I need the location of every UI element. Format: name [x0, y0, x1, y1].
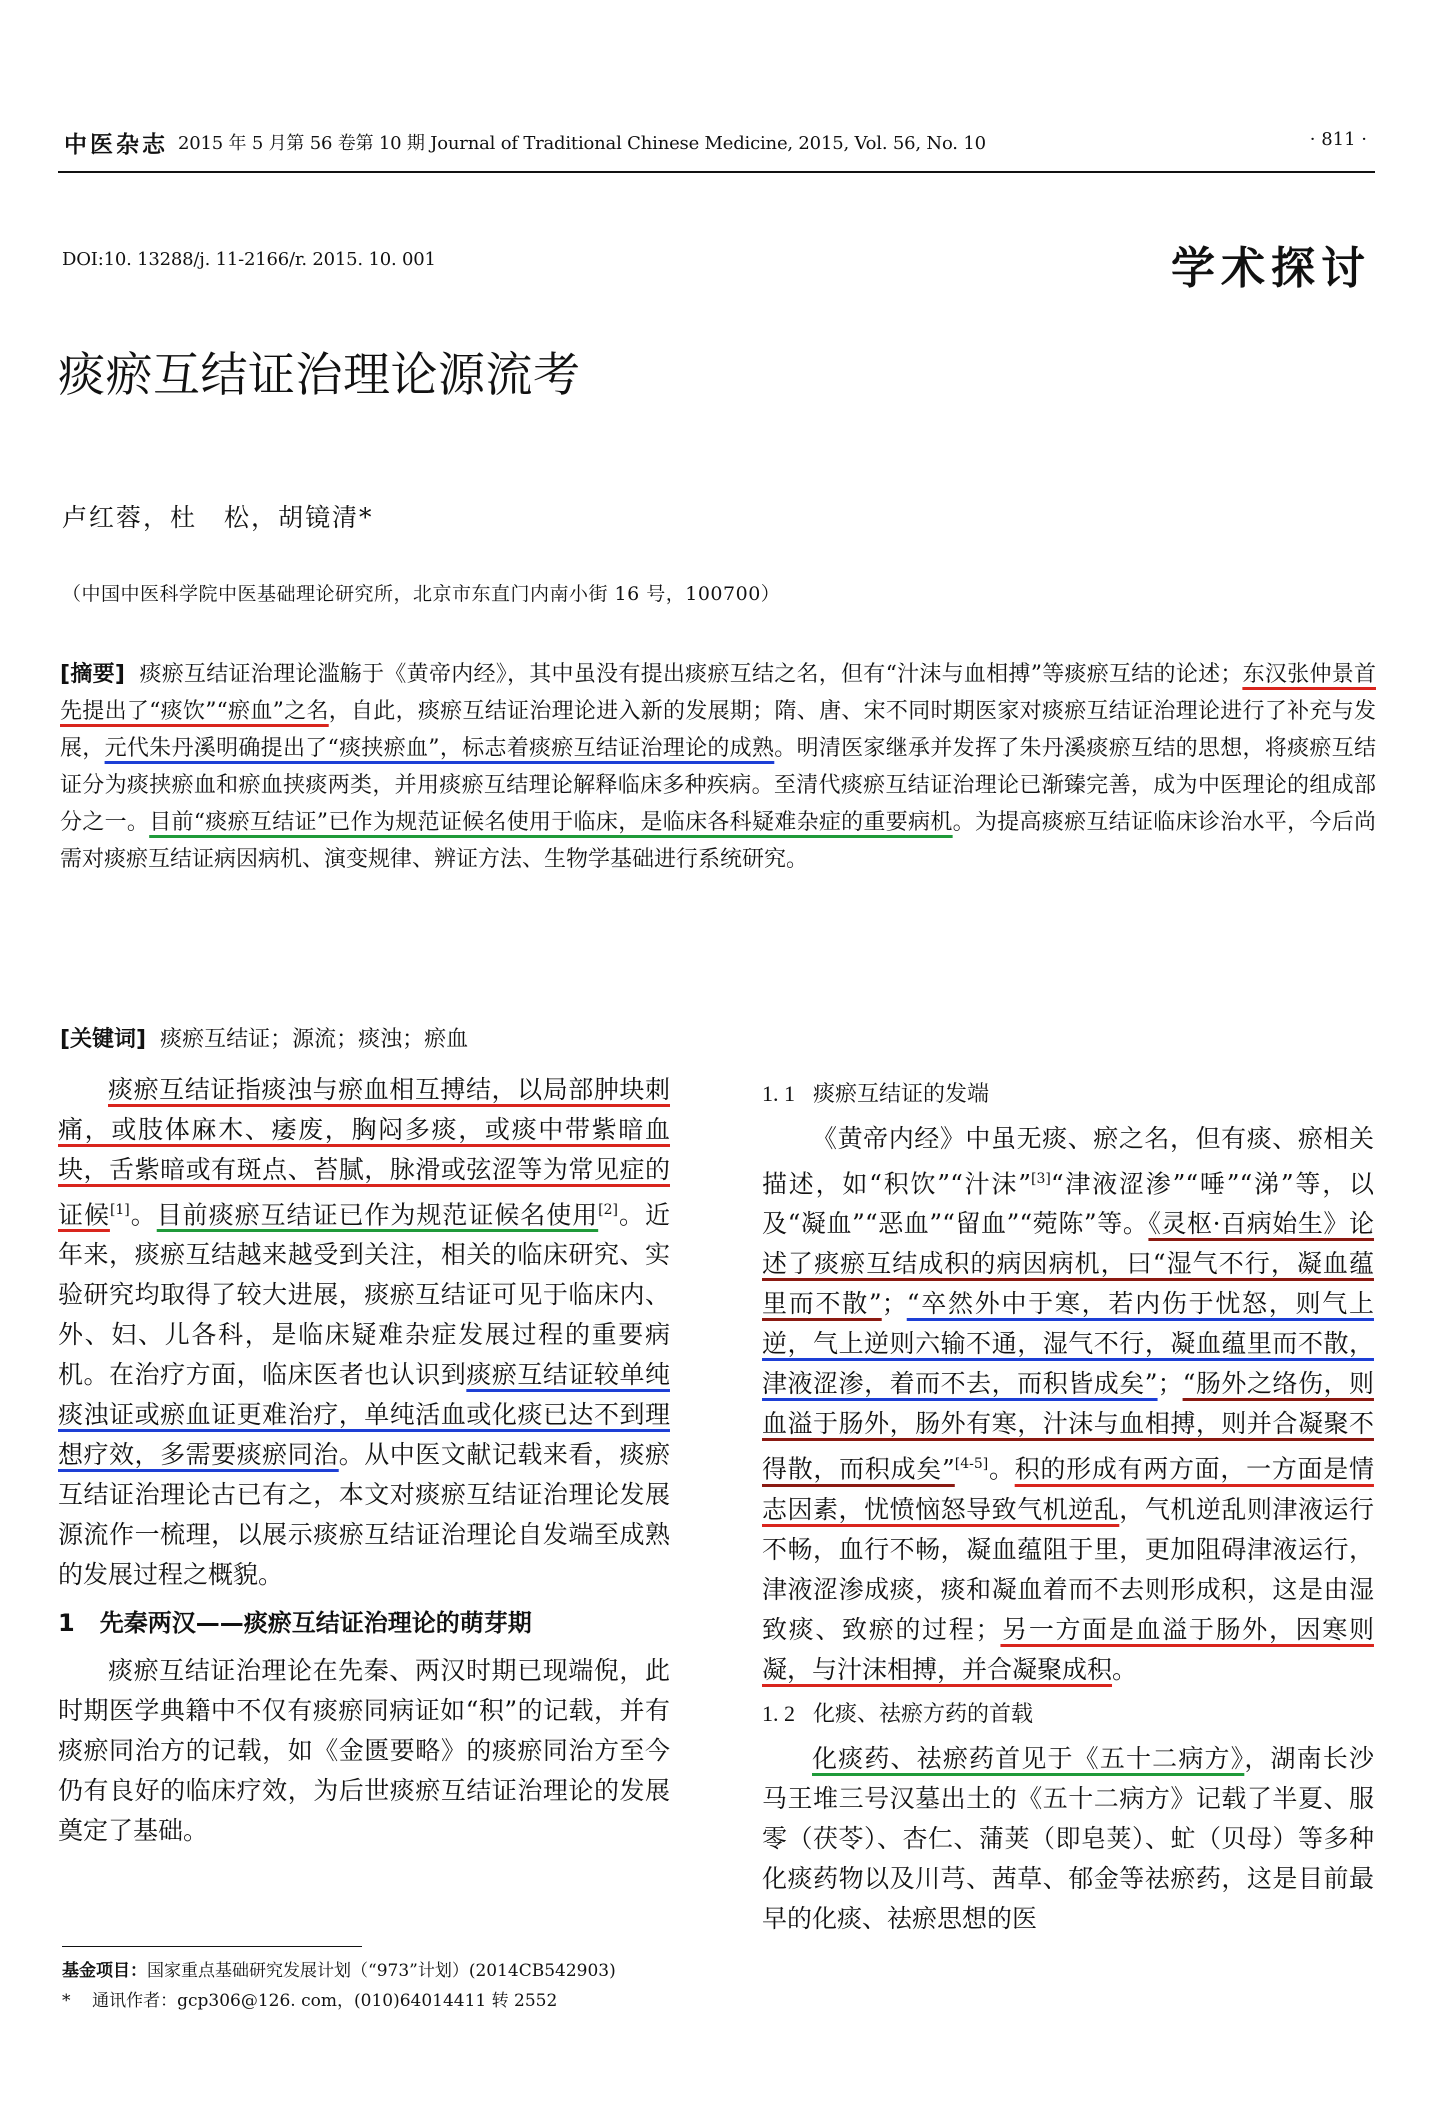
abstract-highlight-blue: 元代朱丹溪明确提出了“痰挟瘀血”，标志着痰瘀互结证治理论的成熟: [104, 736, 775, 761]
text: ；: [881, 1289, 907, 1319]
citation: [2]: [598, 1202, 619, 1218]
abstract: [60, 656, 1376, 878]
text: 。: [988, 1454, 1015, 1484]
text: ，气机逆乱则津液运行不畅，血行不畅，凝血蕴阻于里，更加阻碍津液运行，津液涩渗成痰，痰和凝血着而不去则形成积，这是由湿致痰、致瘀的过程；: [762, 1494, 1374, 1644]
subsection-title: 痰瘀互结证的发端: [813, 1082, 990, 1107]
issue-info: 2015 年 5 月第 56 卷第 10 期 Journal of Traditional Chinese Medicine, 2015, Vol. 56, No. 10: [178, 133, 986, 154]
abstract-text: 。明清医家继承并发挥了朱丹溪痰瘀互结的思想，将痰瘀互结证分为痰挟瘀血和瘀血挟痰两类，并用痰瘀互结理论解释临床多种疾病。至清代痰瘀互结证治理论已渐臻完善，成为中医理论的组成部分之一。: [60, 736, 1376, 835]
abstract-text: ，自此，痰瘀互结证治理论进入新的发展期；隋、唐、宋不同时期医家对痰瘀互结证治理论进行了补充与发展，: [60, 699, 1376, 761]
paragraph: [762, 1739, 1374, 1939]
footnote-correspondence: [62, 1986, 557, 2011]
keywords-text: 痰瘀互结证；源流；痰浊；瘀血: [160, 1027, 469, 1052]
footnote-rule: [62, 1946, 362, 1947]
citation: [4-5]: [954, 1456, 989, 1473]
text: 。: [1112, 1654, 1138, 1684]
text: ；: [1157, 1369, 1183, 1399]
keywords: [60, 1022, 468, 1053]
asterisk: *: [62, 1991, 71, 2011]
highlight-darkred: 《灵枢·百病始生》论述了痰瘀互结成积的病因病机，曰“湿气不行，凝血蕴里而不散”: [762, 1209, 1375, 1319]
abstract-highlight-green: 目前“痰瘀互结证”已作为规范证候名使用于临床，是临床各科疑难杂症的重要病机: [149, 810, 953, 835]
text: 。近年来，痰瘀互结越来越受到关注，相关的临床研究、实验研究均取得了较大进展，痰瘀互结证可见于临床内、外、妇、儿各科，是临床疑难杂症发展过程的重要病机。在治疗方面，临床医者也认识到: [58, 1200, 670, 1390]
highlight-red: 积的形成有两方面，一方面是情志因素，忧愤恼怒导致气机逆乱: [762, 1454, 1374, 1524]
section-heading: [58, 1601, 670, 1645]
funding-label: 基金项目：: [62, 1961, 147, 1981]
header-rule: [58, 171, 1375, 173]
section-number: 1: [58, 1609, 75, 1638]
abstract-text: 。为提高痰瘀互结证临床诊治水平，今后尚需对痰瘀互结证病因病机、演变规律、辨证方法、生物学基础进行系统研究。: [60, 810, 1376, 872]
funding-text: 国家重点基础研究发展计划（“973”计划）(2014CB542903): [147, 1961, 616, 1981]
subsection-title: 化痰、祛瘀方药的首载: [813, 1701, 1034, 1727]
highlight-green: 目前痰瘀互结证已作为规范证候名使用: [156, 1200, 599, 1230]
text: ，湖南长沙马王堆三号汉墓出土的《五十二病方》记载了半夏、服零（茯苓）、杏仁、蒲荚（即皂荚）、虻（贝母）等多种化痰药物以及川芎、茜草、郁金等祛瘀药，这是目前最早的化痰、祛瘀思想的医: [762, 1743, 1374, 1933]
subsection-number: 1. 1: [762, 1081, 795, 1106]
journal-name: 中医杂志: [64, 132, 168, 158]
citation: [1]: [109, 1202, 130, 1218]
highlight-darkred: “肠外之络伤，则血溢于肠外，肠外有寒，汁沫与血相搏，则并合凝聚不得散，而积成矣”: [762, 1369, 1374, 1484]
affiliation: （中国中医科学院中医基础理论研究所，北京市东直门内南小街 16 号，100700）: [62, 583, 781, 605]
authors: 卢红蓉，杜 松，胡镜清*: [62, 503, 374, 532]
highlight-red: 另一方面是血溢于肠外，因寒则凝，与汁沫相搏，并合凝聚成积: [762, 1614, 1374, 1684]
section-title: 先秦两汉——痰瘀互结证治理论的萌芽期: [99, 1609, 532, 1638]
text: 。从中医文献记载来看，痰瘀互结证治理论古已有之，本文对痰瘀互结证治理论发展源流作一梳理，以展示痰瘀互结证治理论自发端至成熟的发展过程之概貌。: [58, 1440, 670, 1590]
highlight-blue: “卒然外中于寒，若内伤于忧怒，则气上逆，气上逆则六输不通，湿气不行，凝血蕴里而不散，津液涩渗，着而不去，而积皆成矣”: [762, 1289, 1374, 1399]
subsection-number: 1. 2: [762, 1700, 795, 1726]
text: 痰瘀互结证治理论在先秦、两汉时期已现端倪，此时期医学典籍中不仅有痰瘀同病证如“积”的记载，并有痰瘀同治方的记载，如《金匮要略》的痰瘀同治方至今仍有良好的临床疗效，为后世痰瘀互结证治理论的发展奠定了基础。: [58, 1656, 670, 1846]
correspondence-text: 通讯作者：gcp306@126. com，(010)64014411 转 2552: [92, 1991, 558, 2011]
text: “津液涩渗”“唾”“涕”等，以及“凝血”“恶血”“留血”“菀陈”等。: [762, 1169, 1375, 1239]
abstract-label: [摘要]: [60, 662, 125, 687]
citation: [3]: [1031, 1171, 1051, 1187]
left-column: [58, 1070, 670, 1851]
section-tag: 学术探讨: [1171, 243, 1371, 294]
right-column: [762, 1070, 1374, 1939]
text: 。: [129, 1200, 157, 1230]
highlight-green: 化痰药、祛瘀药首见于《五十二病方》: [812, 1743, 1245, 1773]
highlight-red: 痰瘀互结证指痰浊与瘀血相互搏结，以局部肿块刺痛，或肢体麻木、痿废，胸闷多痰，或痰中带紫暗血块，舌紫暗或有斑点、苔腻，脉滑或弦涩等为常见症的证候: [58, 1075, 670, 1230]
subsection-heading: [762, 1692, 1374, 1737]
paragraph: [58, 1070, 670, 1595]
paragraph: [762, 1119, 1374, 1690]
keywords-label: [关键词]: [60, 1027, 147, 1052]
page-number: · 811 ·: [1309, 129, 1367, 150]
article-title: 痰瘀互结证治理论源流考: [58, 348, 581, 403]
footnote-funding: [62, 1956, 616, 1981]
subsection-heading: [762, 1072, 1374, 1117]
doi: DOI:10. 13288/j. 11-2166/r. 2015. 10. 001: [62, 249, 436, 270]
paragraph: [58, 1651, 670, 1851]
abstract-text: 痰瘀互结证治理论滥觞于《黄帝内经》，其中虽没有提出痰瘀互结之名，但有“汁沫与血相搏”等痰瘀互结的论述；: [139, 662, 1243, 687]
highlight-blue: 痰瘀互结证较单纯痰浊证或瘀血证更难治疗，单纯活血或化痰已达不到理想疗效，多需要痰瘀同治: [58, 1360, 670, 1470]
abstract-highlight-red: 东汉张仲景首先提出了“痰饮”“瘀血”之名: [60, 662, 1376, 724]
text: 《黄帝内经》中虽无痰、瘀之名，但有痰、瘀相关描述，如“积饮”“汁沫”: [762, 1124, 1374, 1199]
